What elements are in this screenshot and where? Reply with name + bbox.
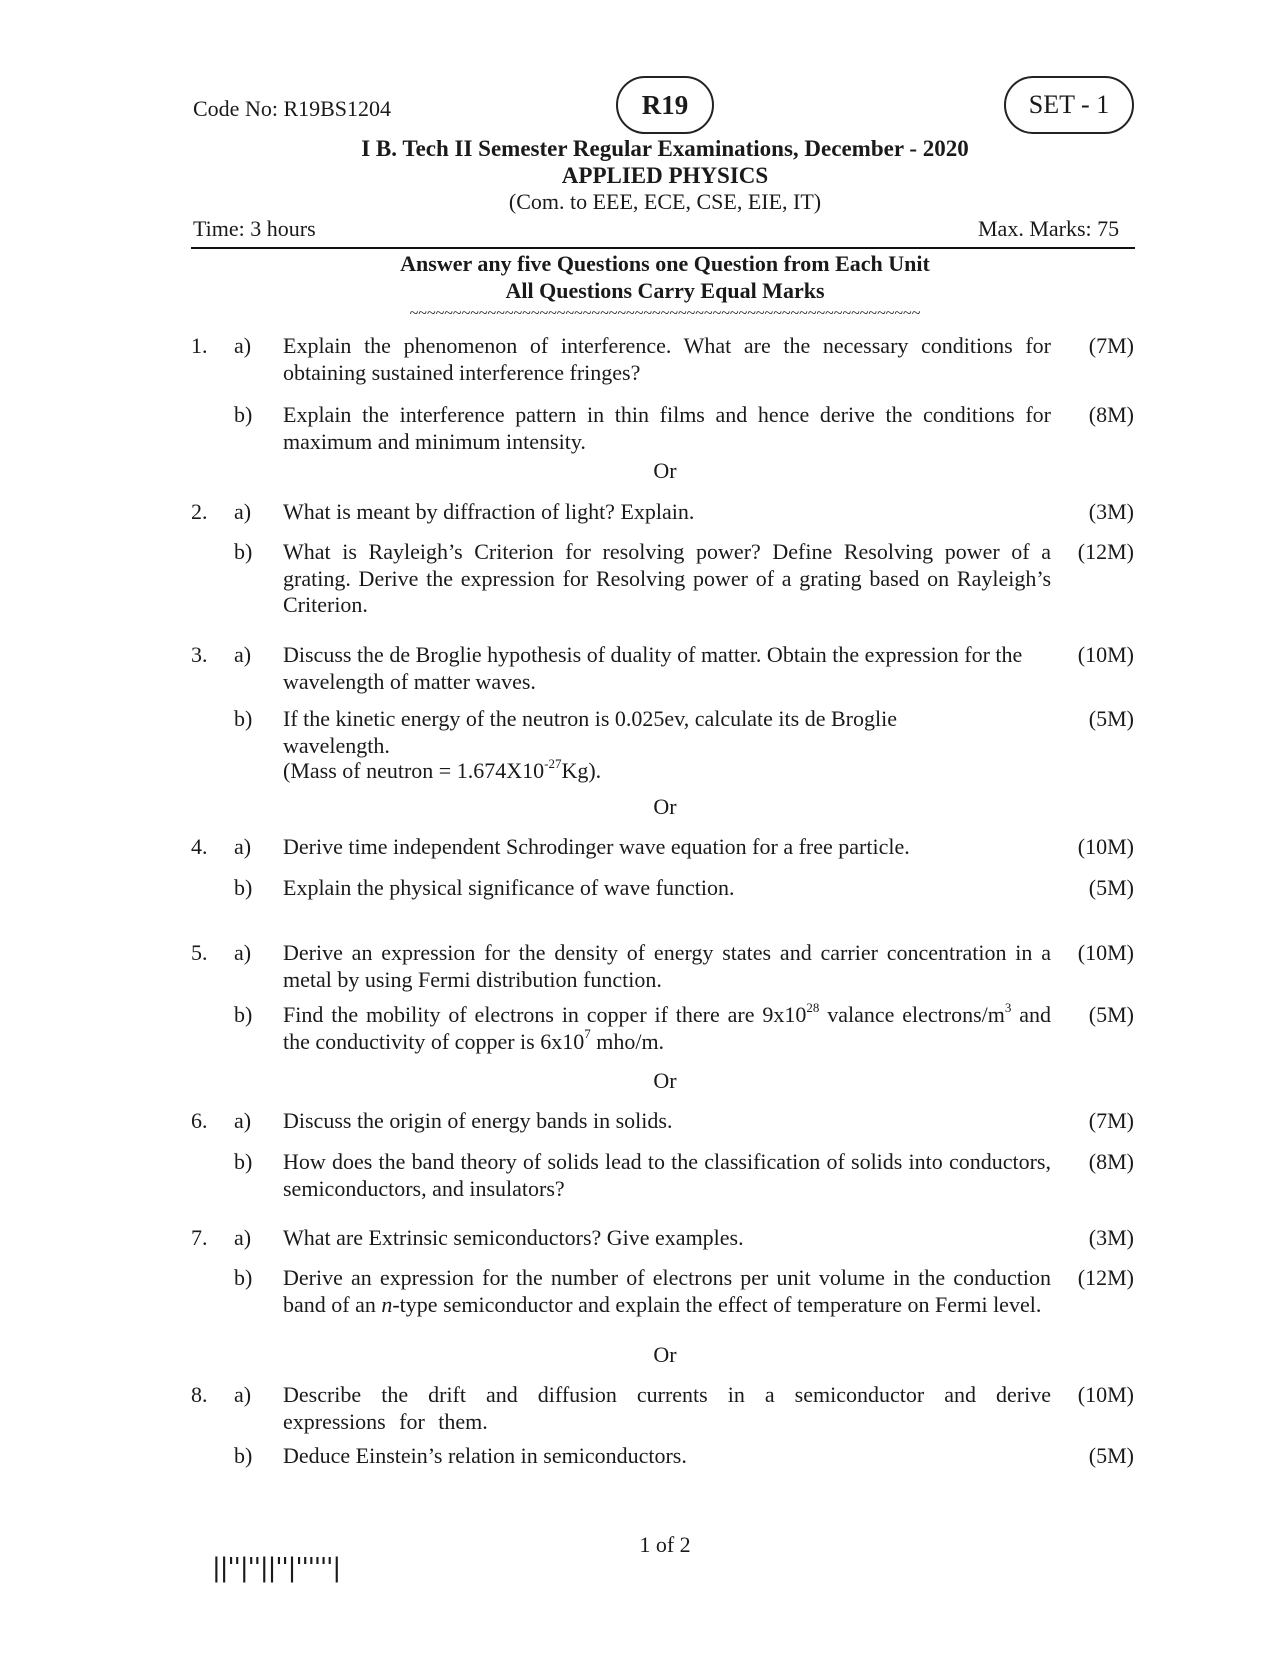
question-marks: (12M) — [1077, 1265, 1134, 1290]
part-label: a) — [234, 1382, 252, 1407]
or-separator: Or — [653, 458, 677, 483]
header-rule — [191, 247, 1135, 249]
part-label: b) — [234, 539, 253, 564]
part-label: a) — [234, 333, 252, 358]
question-number: 8. — [191, 1382, 208, 1407]
question-number: 5. — [191, 940, 208, 965]
question-text: What is Rayleigh’s Criterion for resolving power? Define Resolving power of a grating. Derive the expression for Resolving power of a grating based on Rayleigh’s Criterion. — [283, 539, 1051, 617]
question-number: 7. — [191, 1225, 208, 1250]
question-text: Derive an expression for the number of electrons per unit volume in the conduction band of an n-type semiconductor and explain the effect of temperature on Fermi level. — [283, 1265, 1051, 1317]
question-marks: (5M) — [1088, 1443, 1134, 1468]
part-label: a) — [234, 499, 252, 524]
question-marks: (5M) — [1088, 1002, 1134, 1027]
part-label: a) — [234, 642, 252, 667]
question-text: Explain the physical significance of wave function. — [283, 875, 735, 900]
part-label: b) — [234, 875, 253, 900]
barcode: ||''|''||''|''''''| — [212, 1553, 341, 1583]
question-marks: (8M) — [1088, 1149, 1134, 1174]
question-marks: (3M) — [1088, 499, 1134, 524]
question-marks: (7M) — [1088, 1108, 1134, 1133]
question-text: Derive an expression for the density of energy states and carrier concentration in a metal by using Fermi distribution function. — [283, 940, 1051, 992]
question-text: Find the mobility of electrons in copper if there are $9x10^{28}$ valance electrons/$m^3$ and the conductivity of copper is $6x10^7$ mho/m. — [283, 999, 1051, 1054]
question-text: Discuss the de Broglie hypothesis of duality of matter. Obtain the expression for the wavelength of matter waves. — [283, 642, 1023, 694]
question-text: Explain the phenomenon of interference. What are the necessary conditions for obtaining sustained interference fringes? — [283, 333, 1051, 385]
question-marks: (12M) — [1077, 539, 1134, 564]
tilde-divider: ~~~~~~~~~~~~~~~~~~~~~~~~~~~~~~~~~~~~~~~~~~~~~~~~~~~~~~~~~~~ — [409, 305, 921, 322]
question-text: Explain the interference pattern in thin films and hence derive the conditions for maximum and minimum intensity. — [283, 402, 1051, 454]
question-number: 3. — [191, 642, 208, 667]
max-marks: Max. Marks: 75 — [978, 216, 1120, 241]
part-label: b) — [234, 706, 253, 731]
part-label: a) — [234, 1225, 252, 1250]
question-text: Derive time independent Schrodinger wave equation for a free particle. — [283, 834, 910, 859]
question-marks: (5M) — [1088, 875, 1134, 900]
part-label: b) — [234, 402, 253, 427]
question-number: 4. — [191, 834, 208, 859]
branches: (Com. to EEE, ECE, CSE, EIE, IT) — [508, 189, 822, 214]
question-marks: (7M) — [1088, 333, 1134, 358]
question-text: What is meant by diffraction of light? Explain. — [283, 499, 695, 524]
part-label: a) — [234, 940, 252, 965]
set-badge: SET - 1 — [1004, 76, 1134, 134]
question-marks: (10M) — [1077, 1382, 1134, 1407]
question-text: Discuss the origin of energy bands in solids. — [283, 1108, 673, 1133]
code-number: Code No: R19BS1204 — [193, 96, 392, 121]
part-label: a) — [234, 1108, 252, 1133]
instruction-2: All Questions Carry Equal Marks — [505, 278, 825, 303]
exam-title: I B. Tech II Semester Regular Examinations, December - 2020 — [361, 136, 969, 161]
or-separator: Or — [653, 1068, 677, 1093]
question-marks: (10M) — [1077, 834, 1134, 859]
question-text: Deduce Einstein’s relation in semiconductors. — [283, 1443, 687, 1468]
question-text: Describe the drift and diffusion currents in a semiconductor and derive expressions for them. — [283, 1382, 1051, 1434]
part-label: b) — [234, 1002, 253, 1027]
question-text: If the kinetic energy of the neutron is 0.025ev, calculate its de Broglie wavelength. — [283, 706, 897, 758]
question-marks: (10M) — [1077, 940, 1134, 965]
question-text: What are Extrinsic semiconductors? Give examples. — [283, 1225, 744, 1250]
question-text: How does the band theory of solids lead to the classification of solids into conductors, semiconductors, and insulators? — [283, 1149, 1051, 1201]
subject-title: APPLIED PHYSICS — [561, 163, 769, 188]
or-separator: Or — [653, 1342, 677, 1367]
part-label: b) — [234, 1265, 253, 1290]
question-marks: (10M) — [1077, 642, 1134, 667]
question-number: 1. — [191, 333, 208, 358]
or-separator: Or — [653, 794, 677, 819]
part-label: b) — [234, 1443, 253, 1468]
instruction-1: Answer any five Questions one Question from Each Unit — [400, 251, 930, 276]
question-marks: (8M) — [1088, 402, 1134, 427]
question-note: (Mass of neutron = $1.674X10^{-27}Kg$). — [283, 755, 602, 783]
page-number: 1 of 2 — [639, 1532, 691, 1557]
question-marks: (3M) — [1088, 1225, 1134, 1250]
question-marks: (5M) — [1088, 706, 1134, 731]
question-number: 6. — [191, 1108, 208, 1133]
regulation-badge: R19 — [616, 76, 714, 134]
question-number: 2. — [191, 499, 208, 524]
part-label: b) — [234, 1149, 253, 1174]
part-label: a) — [234, 834, 252, 859]
exam-time: Time: 3 hours — [193, 216, 316, 241]
